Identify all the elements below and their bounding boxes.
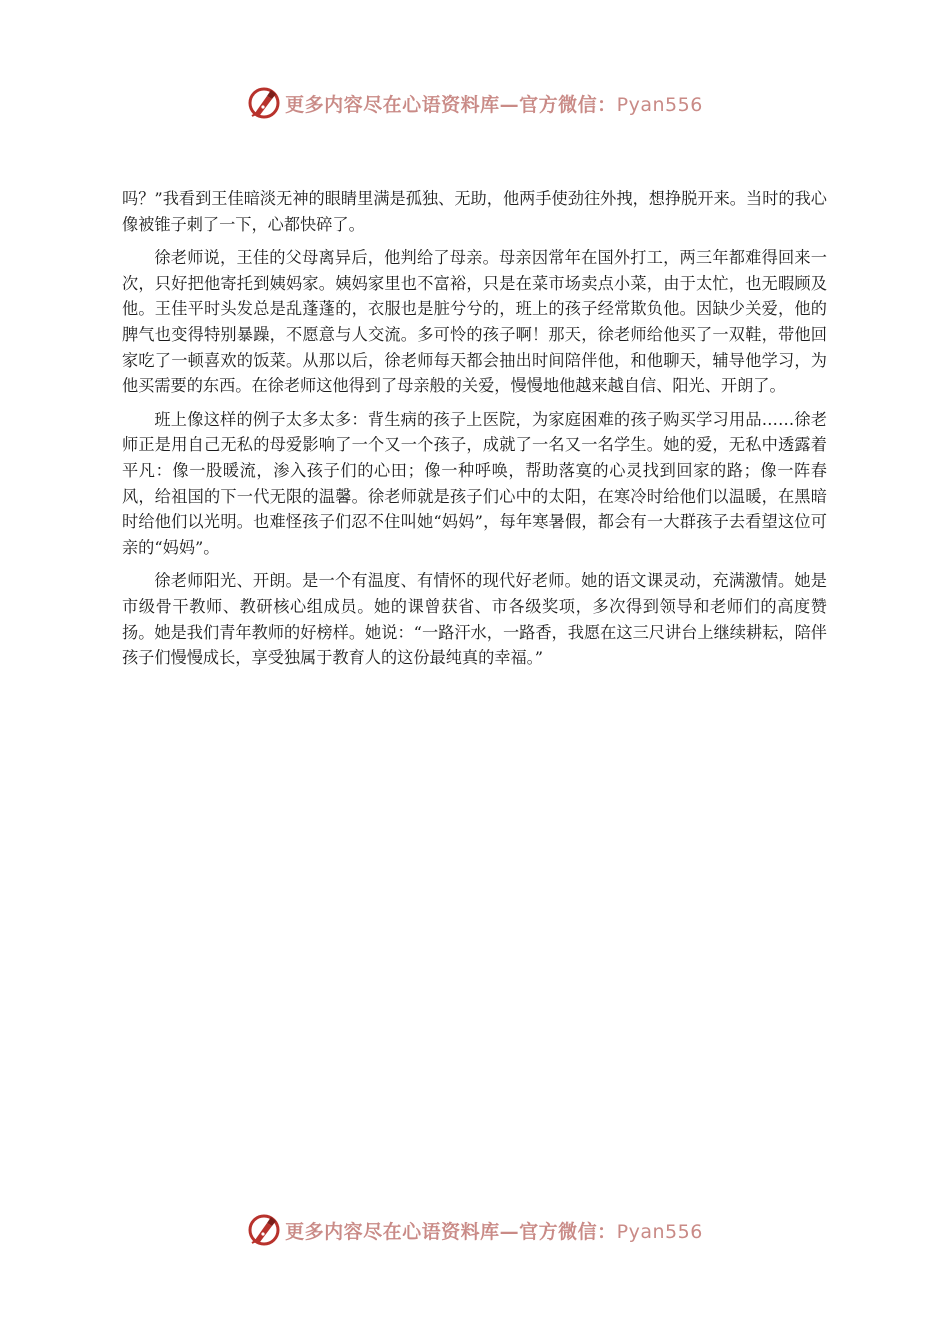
footer-banner-text (285, 1217, 703, 1244)
footer-banner-label: 更多内容尽在心语资料库—官方微信： (285, 1220, 617, 1243)
pen-nib-icon (247, 86, 281, 120)
document-body (122, 186, 827, 679)
pen-nib-icon (247, 1213, 281, 1247)
paragraph-2: 徐老师说，王佳的父母离异后，他判给了母亲。母亲因常年在国外打工，两三年都难得回来一次，只好把他寄托到姨妈家。姨妈家里也不富裕，只是在菜市场卖点小菜，由于太忙，也无暇顾及他。王佳平时头发总是乱蓬蓬的，衣服也是脏兮兮的，班上的孩子经常欺负他。因缺少关爱，他的脾气也变得特别暴躁，不愿意与人交流。多可怜的孩子啊！那天，徐老师给他买了一双鞋，带他回家吃了一顿喜欢的饭菜。从那以后，徐老师每天都会抽出时间陪伴他，和他聊天，辅导他学习，为他买需要的东西。在徐老师这他得到了母亲般的关爱，慢慢地他越来越自信、阳光、开朗了。 (122, 248, 827, 396)
footer-banner (0, 1210, 950, 1250)
paragraph-4: 徐老师阳光、开朗。是一个有温度、有情怀的现代好老师。她的语文课灵动，充满激情。她是市级骨干教师、教研核心组成员。她的课曾获省、市各级奖项，多次得到领导和老师们的高度赞扬。她是我们青年教师的好榜样。她说：“一路汗水，一路香，我愿在这三尺讲台上继续耕耘，陪伴孩子们慢慢成长，享受独属于教育人的这份最纯真的幸福。” (122, 571, 827, 668)
header-banner-label: 更多内容尽在心语资料库—官方微信： (285, 93, 617, 116)
header-wechat-handle: Pyan556 (616, 93, 703, 116)
header-banner-text (285, 90, 703, 117)
paragraph-1: 吗？”我看到王佳暗淡无神的眼睛里满是孤独、无助，他两手使劲往外拽，想挣脱开来。当时的我心像被锥子刺了一下，心都快碎了。 (122, 189, 827, 234)
paragraph-3: 班上像这样的例子太多太多：背生病的孩子上医院，为家庭困难的孩子购买学习用品……徐老师正是用自己无私的母爱影响了一个又一个孩子，成就了一名又一名学生。她的爱，无私中透露着平凡：像一股暖流，渗入孩子们的心田；像一种呼唤，帮助落寞的心灵找到回家的路；像一阵春风，给祖国的下一代无限的温馨。徐老师就是孩子们心中的太阳，在寒冷时给他们以温暖，在黑暗时给他们以光明。也难怪孩子们忍不住叫她“妈妈”，每年寒暑假，都会有一大群孩子去看望这位可亲的“妈妈”。 (122, 409, 827, 557)
header-banner (0, 83, 950, 123)
footer-wechat-handle: Pyan556 (616, 1220, 703, 1243)
